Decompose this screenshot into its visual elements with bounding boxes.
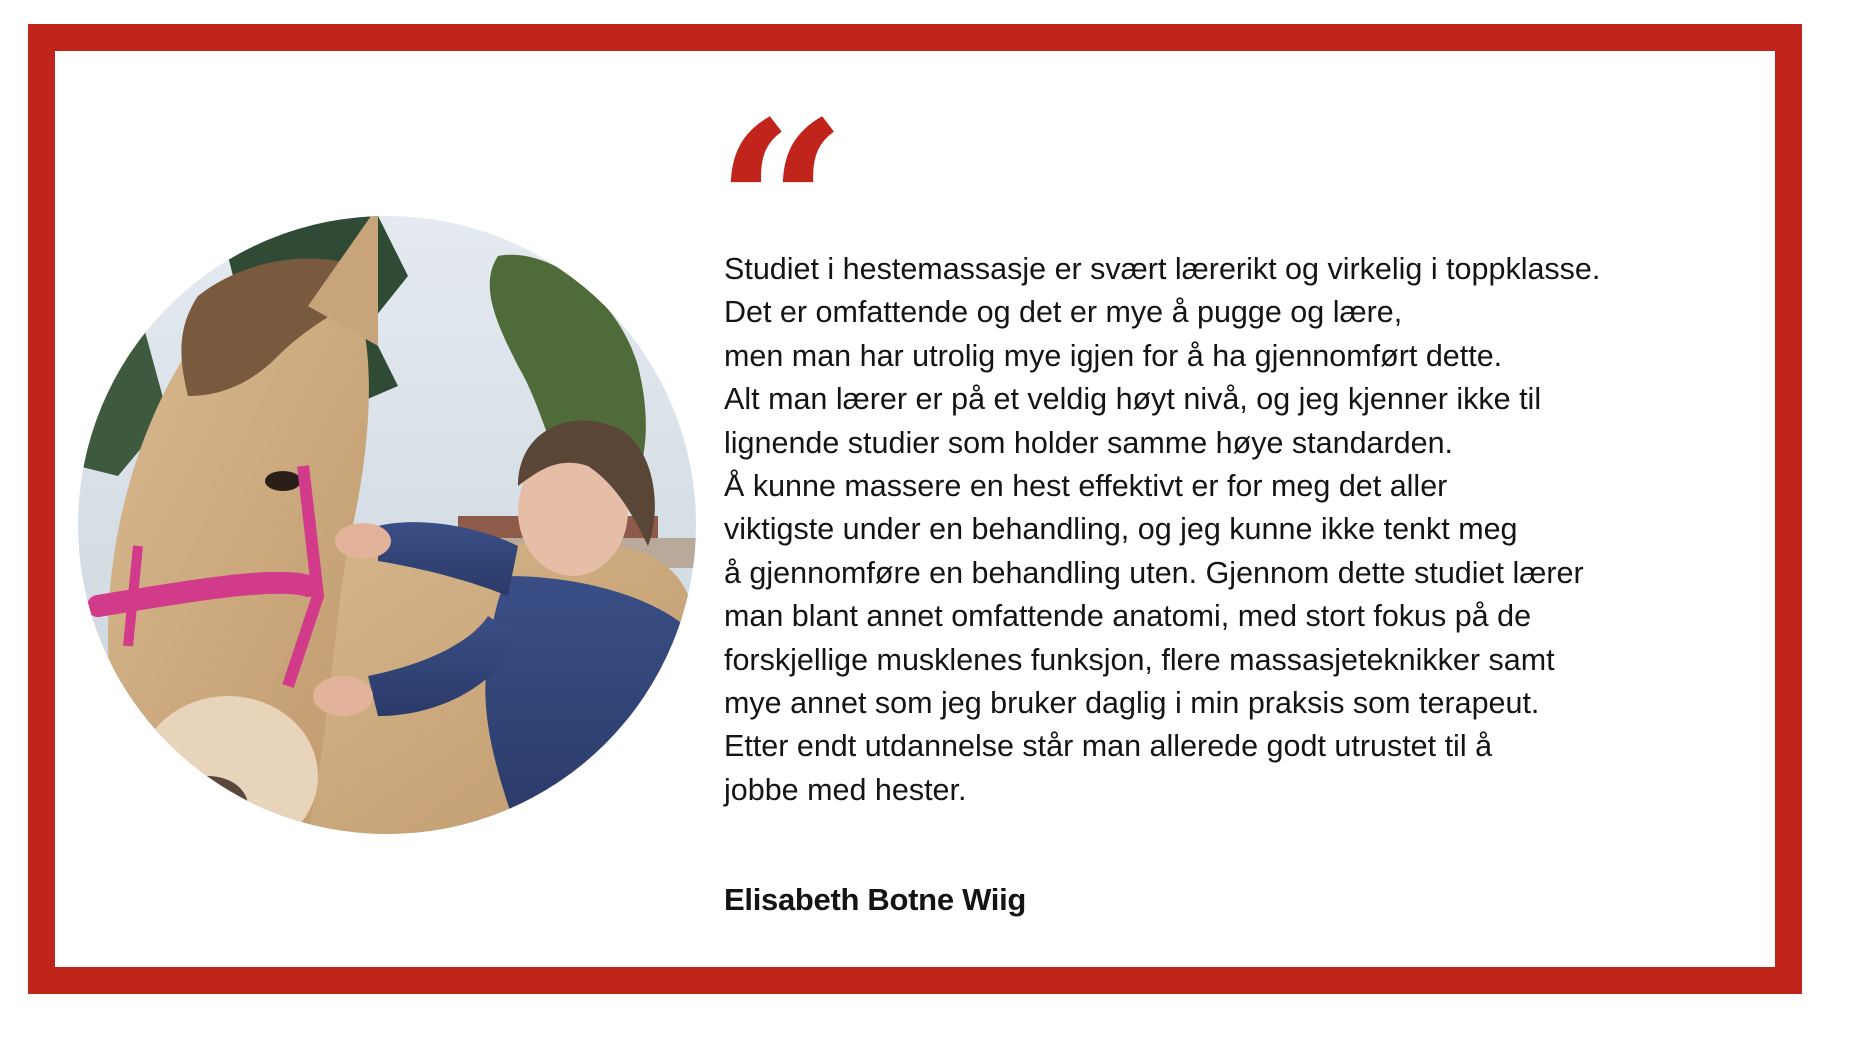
quote-line: jobbe med hester. [724,772,967,807]
quote-line: å gjennomføre en behandling uten. Gjennom dette studiet lærer [724,555,1584,590]
quote-line: Studiet i hestemassasje er svært lærerikt og virkelig i toppklasse. [724,252,1601,286]
quote-line: Å kunne massere en hest effektivt er for meg det aller [724,469,1448,504]
quote-line: Det er omfattende og det er mye å pugge og lære, [724,295,1403,330]
quote-mark-icon: “ [715,72,848,342]
quote-line: mye annet som jeg bruker daglig i min praksis som terapeut. [724,686,1540,721]
quote-line: forskjellige musklenes funksjon, flere massasjeteknikker samt [724,642,1555,677]
quote-line: man blant annet omfattende anatomi, med stort fokus på de [724,599,1532,634]
portrait-photo-icon [78,216,696,834]
testimonial-photo [78,216,696,834]
quote-line: men man har utrolig mye igjen for å ha gjennomført dette. [724,338,1503,373]
quote-line: viktigste under en behandling, og jeg kunne ikke tenkt meg [724,512,1518,547]
testimonial-quote [724,248,1784,812]
quote-line: Alt man lærer er på et veldig høyt nivå, og jeg kjenner ikke til [724,382,1542,417]
author-name: Elisabeth Botne Wiig [724,882,1027,917]
quote-line: Etter endt utdannelse står man allerede godt utrustet til å [724,729,1493,764]
quote-line: lignende studier som holder samme høye standarden. [724,425,1454,460]
